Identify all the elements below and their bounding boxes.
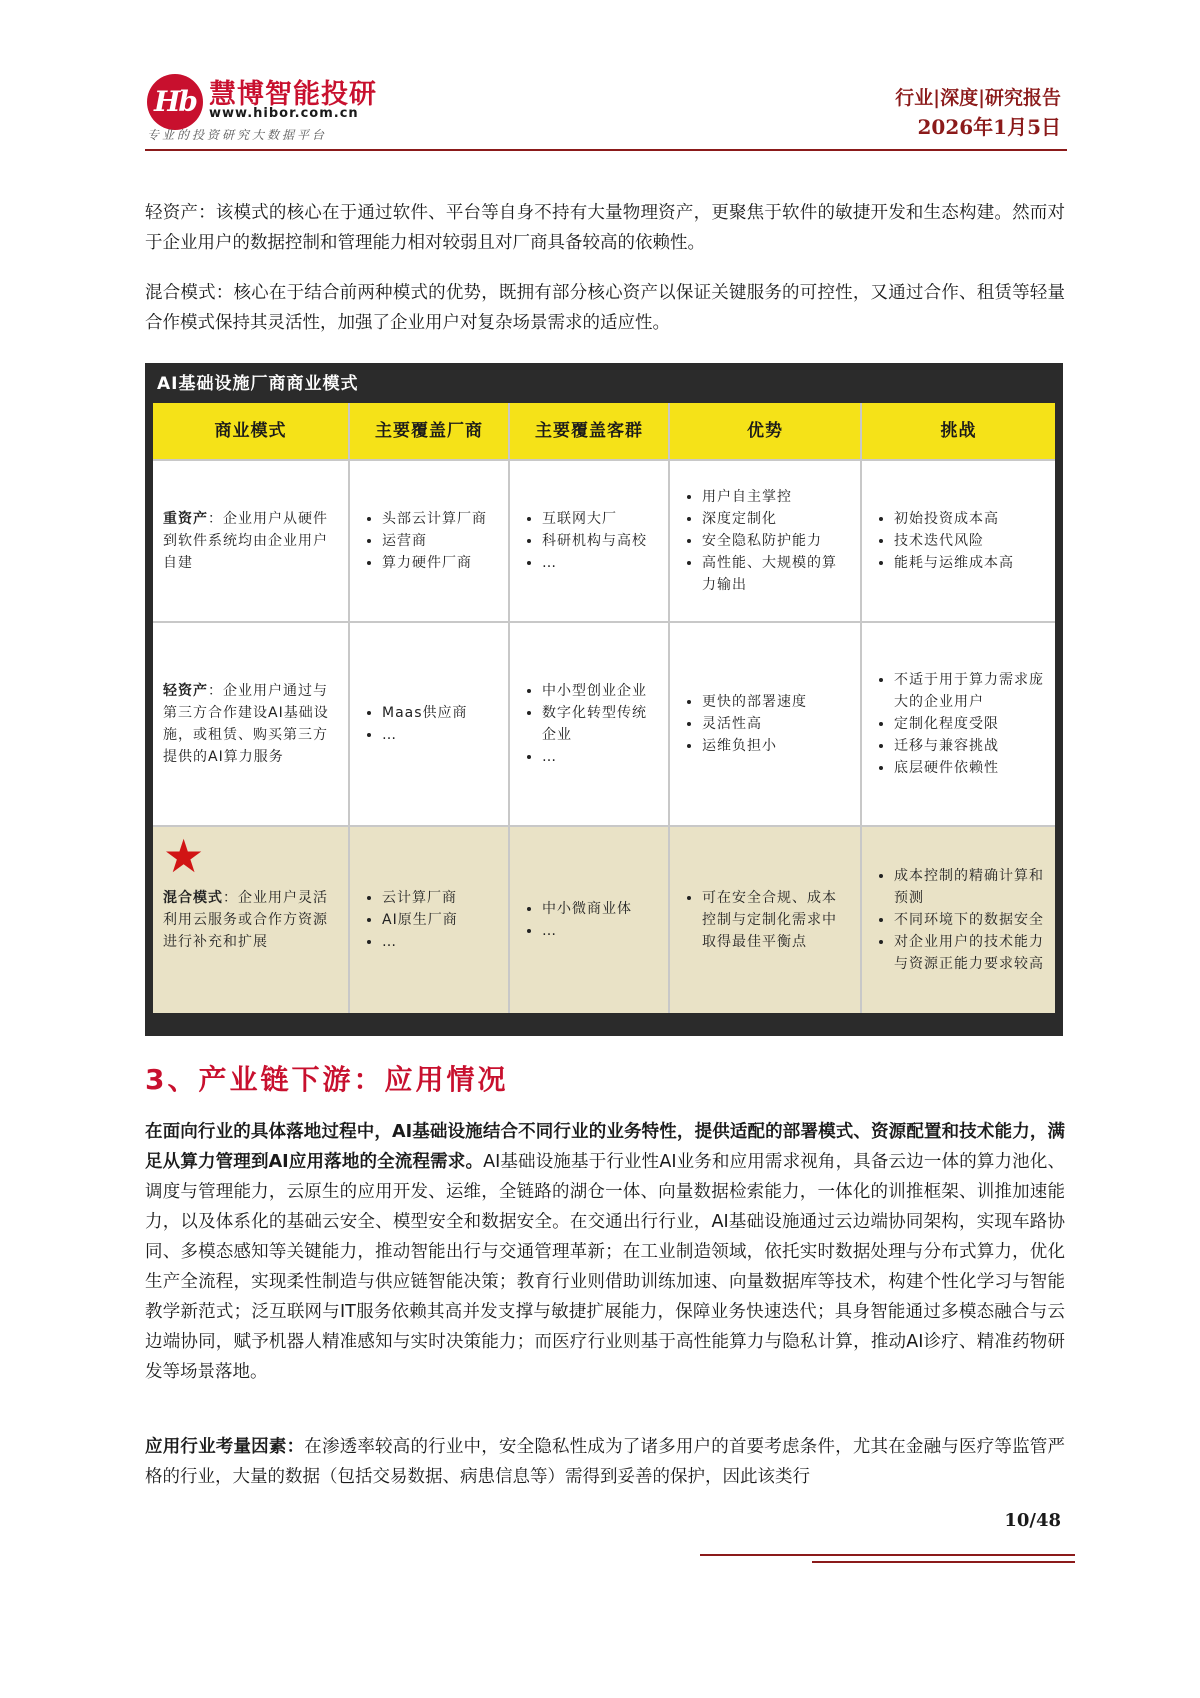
list-item: • 对企业用户的技术能力与资源正能力要求较高 — [894, 931, 1045, 975]
list-item: • 底层硬件依赖性 — [894, 757, 1045, 779]
section-heading: 3、产业链下游：应用情况 — [145, 1063, 509, 1096]
column-header: 优势 — [669, 403, 861, 460]
mode-description: ：企业用户灵活利用云服务或合作方资源进行补充和扩展 — [163, 890, 328, 950]
footer-rule — [700, 1554, 1075, 1556]
header-divider — [145, 149, 1067, 151]
list-item: • … — [542, 552, 658, 574]
hybrid-paragraph: 混合模式：核心在于结合前两种模式的优势，既拥有部分核心资产以保证关键服务的可控性，又通过合作、租赁等轻量合作模式保持其灵活性，加强了企业用户对复杂场景需求的适应性。 — [145, 283, 1065, 333]
column-header: 主要覆盖客群 — [509, 403, 669, 460]
application-paragraph — [145, 1117, 1065, 1387]
list-item: • … — [542, 920, 658, 942]
vendors-cell — [349, 826, 509, 1013]
mode-description: ：企业用户通过与第三方合作建设AI基础设施，或租赁、购买第三方提供的AI算力服务 — [163, 683, 329, 765]
paragraph-lead: 应用行业考量因素： — [145, 1437, 305, 1457]
industry-factors-paragraph — [145, 1432, 1065, 1492]
vendors-cell — [349, 622, 509, 826]
advantages-cell — [669, 826, 861, 1013]
list-item: • 深度定制化 — [702, 508, 850, 530]
customers-cell — [509, 622, 669, 826]
logo — [147, 72, 427, 142]
list-item: • 不适于用于算力需求庞大的企业用户 — [894, 669, 1045, 713]
mode-label: 混合模式 — [163, 890, 223, 906]
challenges-cell — [861, 622, 1055, 826]
list-item: • 用户自主掌控 — [702, 486, 850, 508]
list-item: • 数字化转型传统企业 — [542, 702, 658, 746]
paragraph-body: AI基础设施基于行业性AI业务和应用需求视角，具备云边一体的算力池化、调度与管理能力，云原生的应用开发、运维，全链路的湖仓一体、向量数据检索能力，一体化的训推框架、训推加速能力，以及体系化的基础云安全、模型安全和数据安全。在交通出行行业，AI基础设施通过云边端协同架构，实现车路协同、多模态感知等关键能力，推动智能出行与交通管理革新；在工业制造领域，依托实时数据处理与分布式算力，优化生产全流程，实现柔性制造与供应链智能决策；教育行业则借助训练加速、向量数据库等技术，构建个性化学习与智能教学新范式；泛互联网与IT服务依赖其高并发支撑与敏捷扩展能力，保障业务快速迭代；具身智能通过多模态融合与云边端协同，赋予机器人精准感知与实时决策能力；而医疗行业则基于高性能算力与隐私计算，推动AI诊疗、精准药物研发等场景落地。 — [145, 1152, 1065, 1382]
list-item: • … — [542, 746, 658, 768]
list-item: • 成本控制的精确计算和预测 — [894, 865, 1045, 909]
table-title: AI基础设施厂商商业模式 — [157, 374, 359, 394]
customers-cell — [509, 826, 669, 1013]
light-asset-paragraph: 轻资产：该模式的核心在于通过软件、平台等自身不持有大量物理资产，更聚焦于软件的敏捷开发和生态构建。然而对于企业用户的数据控制和管理能力相对较弱且对厂商具备较高的依赖性。 — [145, 203, 1065, 253]
table-row — [153, 460, 1055, 622]
challenges-cell — [861, 460, 1055, 622]
list-item: • … — [382, 724, 498, 746]
advantages-cell — [669, 460, 861, 622]
brand-slogan: 专业的投资研究大数据平台 — [147, 128, 328, 142]
list-item: • 定制化程度受限 — [894, 713, 1045, 735]
column-header: 商业模式 — [153, 403, 349, 460]
list-item: • 运营商 — [382, 530, 498, 552]
business-model-table — [153, 403, 1055, 1013]
list-item: • 云计算厂商 — [382, 887, 498, 909]
column-header: 挑战 — [861, 403, 1055, 460]
list-item: • … — [382, 931, 498, 953]
page-number: 10/48 — [1004, 1510, 1061, 1531]
table-row-highlighted — [153, 826, 1055, 1013]
brand-url: www.hibor.com.cn — [209, 106, 359, 121]
column-header: 主要覆盖厂商 — [349, 403, 509, 460]
list-item: • 互联网大厂 — [542, 508, 658, 530]
list-item: • 高性能、大规模的算力输出 — [702, 552, 850, 596]
report-meta — [895, 84, 1061, 142]
list-item: • AI原生厂商 — [382, 909, 498, 931]
table-row — [153, 622, 1055, 826]
paragraph-body: 在渗透率较高的行业中，安全隐私性成为了诸多用户的首要考虑条件，尤其在金融与医疗等监管严格的行业，大量的数据（包括交易数据、病患信息等）需得到妥善的保护，因此该类行 — [145, 1437, 1065, 1487]
star-icon: ★ — [163, 829, 206, 883]
list-item: • 科研机构与高校 — [542, 530, 658, 552]
challenges-cell — [861, 826, 1055, 1013]
list-item: • 安全隐私防护能力 — [702, 530, 850, 552]
list-item: • 头部云计算厂商 — [382, 508, 498, 530]
table-header-row — [153, 403, 1055, 460]
report-category: 行业|深度|研究报告 — [895, 87, 1061, 109]
paragraph-lead: 在面向行业的具体落地过程中，AI基础设施结合不同行业的业务特性，提供适配的部署模式、资源配置和技术能力，满足从算力管理到AI应用落地的全流程需求。 — [145, 1122, 1065, 1172]
mode-description: ：企业用户从硬件到软件系统均由企业用户自建 — [163, 511, 328, 571]
footer-rule — [812, 1561, 1075, 1563]
list-item: • 中小型创业企业 — [542, 680, 658, 702]
mode-cell — [153, 460, 349, 622]
logo-mark-icon: Hb — [147, 74, 203, 130]
list-item: • 中小微商业体 — [542, 898, 658, 920]
list-item: • Maas供应商 — [382, 702, 498, 724]
brand-name: 慧博智能投研 — [209, 79, 377, 110]
vendors-cell — [349, 460, 509, 622]
list-item: • 可在安全合规、成本控制与定制化需求中取得最佳平衡点 — [702, 887, 850, 953]
list-item: • 算力硬件厂商 — [382, 552, 498, 574]
list-item: • 运维负担小 — [702, 735, 850, 757]
list-item: • 迁移与兼容挑战 — [894, 735, 1045, 757]
customers-cell — [509, 460, 669, 622]
list-item: • 更快的部署速度 — [702, 691, 850, 713]
list-item: • 灵活性高 — [702, 713, 850, 735]
list-item: • 能耗与运维成本高 — [894, 552, 1045, 574]
mode-cell — [153, 622, 349, 826]
business-model-table-panel — [145, 363, 1063, 1036]
list-item: • 初始投资成本高 — [894, 508, 1045, 530]
mode-cell — [153, 826, 349, 1013]
mode-label: 重资产 — [163, 511, 208, 527]
mode-label: 轻资产 — [163, 683, 208, 699]
report-date: 2026年1月5日 — [917, 115, 1061, 139]
list-item: • 技术迭代风险 — [894, 530, 1045, 552]
advantages-cell — [669, 622, 861, 826]
list-item: • 不同环境下的数据安全 — [894, 909, 1045, 931]
